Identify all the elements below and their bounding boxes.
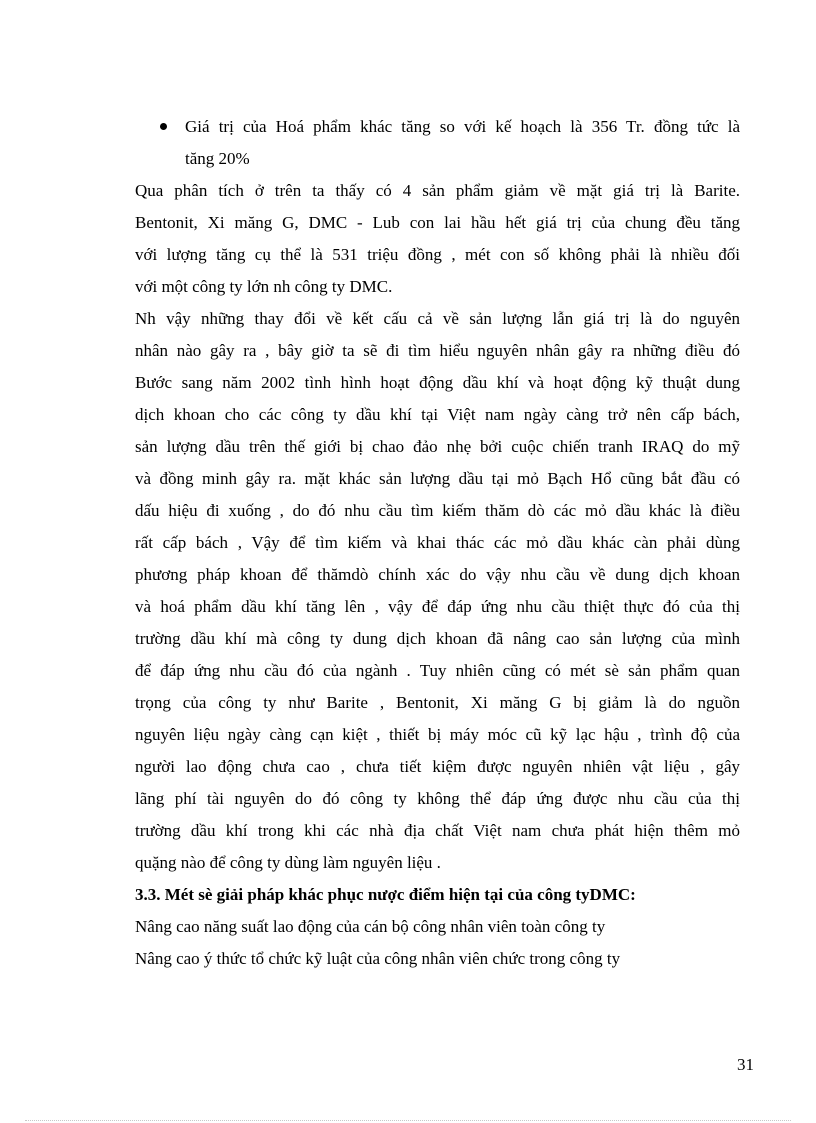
paragraph-line: và hoá phẩm dầu khí tăng lên , vậy để đáp ứng nhu cầu thiệt thực đó của thị xyxy=(135,597,740,616)
paragraph-line: trường dầu khí mà công ty dung dịch khoan đã nâng cao sản lượng của mình xyxy=(135,629,740,648)
page-bottom-border xyxy=(25,1120,791,1121)
paragraph-line: Bentonit, Xi măng G, DMC - Lub con lai hầu hết giá trị của chung đều tăng xyxy=(135,213,740,232)
paragraph-line: trường dầu khí trong khi các nhà địa chất Việt nam chưa phát hiện thêm mỏ xyxy=(135,821,740,840)
bullet-line: tăng 20% xyxy=(185,149,250,168)
paragraph-line: dấu hiệu đi xuống , do đó nhu cầu tìm kiếm thăm dò các mỏ dầu khác là điều xyxy=(135,501,740,520)
paragraph-line: quặng nào để công ty dùng làm nguyên liệu . xyxy=(135,853,441,872)
paragraph-line: Nh vậy những thay đổi về kết cấu cả về sản lượng lẫn giá trị là do nguyên xyxy=(135,309,740,328)
paragraph-line: sản lượng dầu trên thế giới bị chao đảo nhẹ bởi cuộc chiến tranh IRAQ do mỹ xyxy=(135,437,740,456)
bullet-line: Giá trị của Hoá phẩm khác tăng so với kế hoạch là 356 Tr. đồng tức là xyxy=(185,117,740,136)
paragraph-line: với lượng tăng cụ thể là 531 triệu đồng , mét con số không phải là nhiều đối xyxy=(135,245,740,264)
page-number: 31 xyxy=(737,1055,754,1074)
paragraph-line: với một công ty lớn nh công ty DMC. xyxy=(135,277,393,296)
paragraph-line: người lao động chưa cao , chưa tiết kiệm được nguyên nhiên vật liệu , gây xyxy=(135,757,740,776)
paragraph-line: phương pháp khoan để thămdò chính xác do vậy nhu cầu về dung dịch khoan xyxy=(135,565,740,584)
paragraph-line: lãng phí tài nguyên do đó công ty không thể đáp ứng được nhu cầu của thị xyxy=(135,789,740,808)
paragraph-line: và đồng minh gây ra. mặt khác sản lượng dầu tại mỏ Bạch Hổ cũng bắt đầu có xyxy=(135,469,740,488)
solution-line: Nâng cao ý thức tổ chức kỹ luật của công nhân viên chức trong công ty xyxy=(135,949,621,968)
paragraph-line: để đáp ứng nhu cầu đó của ngành . Tuy nhiên cũng có mét sè sản phẩm quan xyxy=(135,661,740,680)
section-heading: 3.3. Mét sè giải pháp khác phục nược điểm hiện tại của công tyDMC: xyxy=(135,885,636,904)
paragraph-line: rất cấp bách , Vậy để tìm kiếm và khai thác các mỏ dầu khác càn phải dùng xyxy=(135,533,740,552)
paragraph-line: Bước sang năm 2002 tình hình hoạt động dầu khí và hoạt động kỹ thuật dung xyxy=(135,373,740,392)
paragraph-line: dịch khoan cho các công ty dầu khí tại Việt nam ngày càng trở nên cấp bách, xyxy=(135,405,740,424)
bullet-icon xyxy=(160,123,167,130)
paragraph-line: Qua phân tích ở trên ta thấy có 4 sản phẩm giảm về mặt giá trị là Barite. xyxy=(135,181,740,200)
paragraph-line: trọng của công ty như Barite , Bentonit, Xi măng G bị giảm là do nguồn xyxy=(135,693,740,712)
paragraph-line: nhân nào gây ra , bây giờ ta sẽ đi tìm hiểu nguyên nhân gây ra những điều đó xyxy=(135,341,740,360)
paragraph-line: nguyên liệu ngày càng cạn kiệt , thiết bị máy móc cũ kỹ lạc hậu , trình độ của xyxy=(135,725,740,744)
solution-line: Nâng cao năng suất lao động của cán bộ công nhân viên toàn công ty xyxy=(135,917,606,936)
